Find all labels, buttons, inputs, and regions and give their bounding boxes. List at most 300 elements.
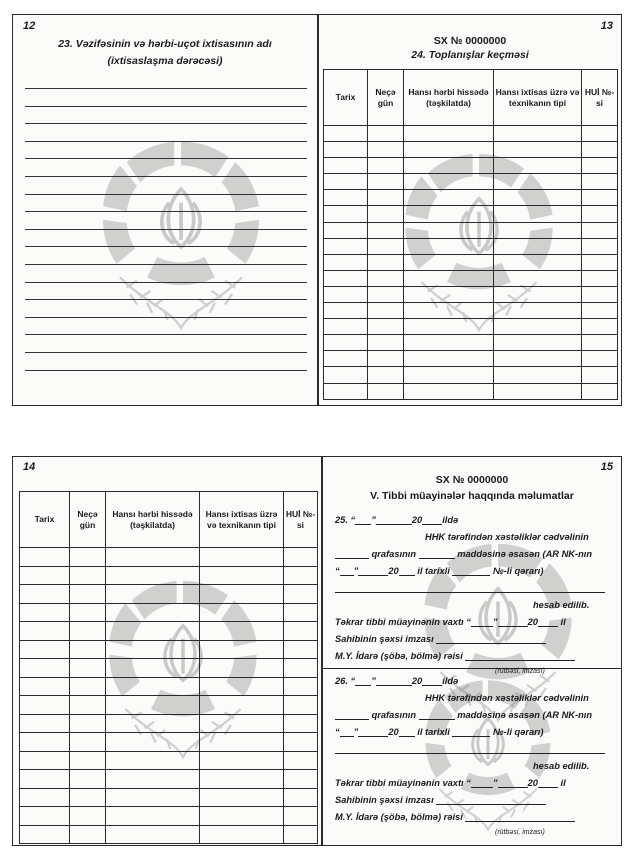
table-cell[interactable] [494, 303, 582, 319]
medical-entry-26 [335, 676, 615, 836]
table-cell[interactable] [368, 383, 404, 399]
ruled-line [25, 158, 307, 159]
table-cell[interactable] [404, 383, 494, 399]
col-header: Hansı hərbi hissədə (təşkilatda) [106, 492, 200, 548]
table-cell[interactable] [582, 270, 618, 286]
table-cell[interactable] [404, 254, 494, 270]
table-cell[interactable] [404, 206, 494, 222]
rank-caption: (rütbəsi, imzası) [495, 668, 545, 675]
table-cell[interactable] [494, 190, 582, 206]
table-cell[interactable] [368, 286, 404, 302]
ruled-line [25, 194, 307, 195]
table-cell[interactable] [404, 126, 494, 142]
table-row [20, 603, 318, 622]
entry-text: 25. [335, 515, 348, 525]
table-cell[interactable] [20, 566, 70, 585]
table-row [324, 158, 618, 174]
table-cell[interactable] [582, 303, 618, 319]
table-cell[interactable] [494, 158, 582, 174]
entry-text: “ [466, 617, 471, 627]
table-cell[interactable] [404, 351, 494, 367]
table-cell[interactable] [200, 770, 284, 789]
table-cell[interactable] [404, 222, 494, 238]
table-cell[interactable] [200, 566, 284, 585]
table-cell[interactable] [404, 335, 494, 351]
table-cell[interactable] [582, 286, 618, 302]
table-row [324, 367, 618, 383]
ruled-line [25, 299, 307, 300]
blank-field[interactable] [335, 583, 605, 593]
ruled-line [25, 123, 307, 124]
table-cell[interactable] [70, 714, 106, 733]
blank-field[interactable] [471, 778, 493, 788]
blank-field[interactable] [452, 727, 490, 737]
table-cell[interactable] [324, 254, 368, 270]
table-row [20, 770, 318, 789]
table-cell[interactable] [368, 190, 404, 206]
table-cell[interactable] [284, 770, 318, 789]
table-cell[interactable] [324, 351, 368, 367]
blank-field[interactable] [358, 566, 388, 576]
serial-number: SX № 0000000 [433, 35, 507, 47]
entry-line [335, 693, 615, 703]
rank-caption: (rütbəsi, imzası) [495, 829, 545, 836]
table-cell[interactable] [404, 270, 494, 286]
entry-text: maddəsinə əsasən (AR NK-nın [457, 710, 593, 720]
blank-field[interactable] [465, 651, 575, 661]
table-cell[interactable] [324, 383, 368, 399]
entry-text: ildə [442, 676, 459, 686]
blank-field[interactable] [335, 549, 369, 559]
table-cell[interactable] [582, 158, 618, 174]
table-cell[interactable] [20, 677, 70, 696]
entry-text: ildə [442, 515, 459, 525]
table-cell[interactable] [284, 603, 318, 622]
col-header: Tarix [324, 70, 368, 126]
table-cell[interactable] [70, 677, 106, 696]
table-cell[interactable] [284, 640, 318, 659]
table-cell[interactable] [582, 254, 618, 270]
table-cell[interactable] [284, 585, 318, 604]
table-cell[interactable] [106, 585, 200, 604]
table-cell[interactable] [582, 142, 618, 158]
table-cell[interactable] [70, 640, 106, 659]
table-cell[interactable] [106, 640, 200, 659]
table-cell[interactable] [404, 319, 494, 335]
entry-text: №-li qərarı) [493, 566, 544, 576]
table-cell[interactable] [20, 788, 70, 807]
table-cell[interactable] [324, 174, 368, 190]
table-cell[interactable] [70, 585, 106, 604]
table-row [324, 238, 618, 254]
blank-field[interactable] [498, 778, 528, 788]
page-13 [318, 14, 622, 406]
table-cell[interactable] [70, 696, 106, 715]
entry-text: M.Y. İdarə (şöbə, bölmə) rəisi [335, 812, 463, 822]
table-cell[interactable] [200, 603, 284, 622]
table-cell[interactable] [200, 733, 284, 752]
blank-field[interactable] [419, 710, 455, 720]
table-cell[interactable] [200, 807, 284, 826]
ruled-line [25, 211, 307, 212]
table-cell[interactable] [20, 733, 70, 752]
entry-text: qrafasının [371, 710, 417, 720]
entry-text: “ [350, 676, 356, 686]
table-row [20, 788, 318, 807]
table-cell[interactable] [20, 603, 70, 622]
table-cell[interactable] [324, 206, 368, 222]
table-cell[interactable] [70, 603, 106, 622]
table-cell[interactable] [404, 158, 494, 174]
table-cell[interactable] [582, 238, 618, 254]
table-cell[interactable] [494, 142, 582, 158]
table-cell[interactable] [200, 548, 284, 567]
table-row [324, 190, 618, 206]
entry-line [335, 583, 615, 593]
table-cell[interactable] [106, 825, 200, 844]
blank-field[interactable] [399, 727, 415, 737]
table-row [20, 566, 318, 585]
table-cell[interactable] [324, 335, 368, 351]
table-cell[interactable] [582, 335, 618, 351]
entry-text: ” [353, 566, 359, 576]
table-cell[interactable] [106, 770, 200, 789]
table-cell[interactable] [582, 351, 618, 367]
col-header: Hansı ixtisas üzrə və texnikanın tipi [200, 492, 284, 548]
entry-text: ” [492, 617, 498, 627]
table-cell[interactable] [368, 319, 404, 335]
table-cell[interactable] [404, 238, 494, 254]
entry-line [335, 665, 615, 675]
table-cell[interactable] [582, 222, 618, 238]
col-header: Hansı hərbi hissədə (təşkilatda) [404, 70, 494, 126]
table-cell[interactable] [70, 788, 106, 807]
table-cell[interactable] [368, 335, 404, 351]
table-cell[interactable] [324, 303, 368, 319]
table-cell[interactable] [200, 696, 284, 715]
table-cell[interactable] [106, 677, 200, 696]
section-23-title: 23. Vəzifəsinin və hərbi-uçot ixtisasının adı [58, 38, 272, 50]
table-cell[interactable] [494, 383, 582, 399]
entry-text: qrafasının [371, 549, 417, 559]
table-cell[interactable] [20, 751, 70, 770]
blank-field[interactable] [498, 617, 528, 627]
table-cell[interactable] [20, 622, 70, 641]
entry-text: 20 [388, 566, 399, 576]
ruled-line [25, 282, 307, 283]
table-cell[interactable] [582, 206, 618, 222]
page-number: 14 [23, 461, 36, 473]
blank-field[interactable] [436, 634, 546, 644]
table-cell[interactable] [106, 622, 200, 641]
table-cell[interactable] [200, 622, 284, 641]
entry-text: il tarixli [417, 727, 450, 737]
page-number: 12 [23, 20, 36, 32]
table-cell[interactable] [582, 126, 618, 142]
table-cell[interactable] [494, 174, 582, 190]
table-cell[interactable] [284, 677, 318, 696]
table-cell[interactable] [70, 807, 106, 826]
table-cell[interactable] [368, 142, 404, 158]
blank-field[interactable] [355, 676, 371, 686]
blank-field[interactable] [376, 515, 412, 525]
table-cell[interactable] [284, 696, 318, 715]
table-cell[interactable] [284, 751, 318, 770]
table-cell[interactable] [324, 158, 368, 174]
table-row [324, 286, 618, 302]
table-cell[interactable] [200, 677, 284, 696]
entry-text: 20 [411, 515, 423, 525]
table-cell[interactable] [20, 659, 70, 678]
blank-field[interactable] [422, 676, 442, 686]
table-cell[interactable] [582, 383, 618, 399]
ruled-line [25, 106, 307, 107]
table-cell[interactable] [20, 696, 70, 715]
table-row [324, 351, 618, 367]
blank-field[interactable] [422, 515, 442, 525]
entry-text: hesab edilib. [533, 600, 590, 610]
entry-text: №-li qərarı) [493, 727, 544, 737]
entry-line [335, 761, 615, 771]
entry-text: il [560, 778, 566, 788]
table-cell[interactable] [20, 714, 70, 733]
table-cell[interactable] [284, 733, 318, 752]
table-cell[interactable] [582, 190, 618, 206]
table-cell[interactable] [404, 174, 494, 190]
blank-field[interactable] [419, 549, 455, 559]
table-cell[interactable] [70, 770, 106, 789]
entry-text: hesab edilib. [533, 761, 590, 771]
table-cell[interactable] [200, 714, 284, 733]
ruled-line [25, 229, 307, 230]
entry-line [335, 617, 615, 627]
assemblies-table [19, 491, 318, 844]
table-cell[interactable] [404, 286, 494, 302]
table-cell[interactable] [284, 807, 318, 826]
table-cell[interactable] [70, 751, 106, 770]
entry-text: ” [353, 727, 359, 737]
table-cell[interactable] [494, 319, 582, 335]
entry-text: Sahibinin şəxsi imzası [335, 795, 434, 805]
table-cell[interactable] [324, 222, 368, 238]
col-header: Tarix [20, 492, 70, 548]
table-cell[interactable] [70, 566, 106, 585]
blank-field[interactable] [538, 617, 558, 627]
table-cell[interactable] [106, 603, 200, 622]
table-cell[interactable] [324, 270, 368, 286]
blank-field[interactable] [340, 727, 354, 737]
table-row [20, 825, 318, 844]
table-cell[interactable] [494, 270, 582, 286]
table-row [20, 548, 318, 567]
ruled-line [25, 317, 307, 318]
entry-text: 26. [335, 676, 348, 686]
table-cell[interactable] [200, 751, 284, 770]
serial-number: SX № 0000000 [435, 474, 509, 486]
table-cell[interactable] [106, 788, 200, 807]
table-cell[interactable] [368, 206, 404, 222]
entry-text: 20 [388, 727, 399, 737]
table-cell[interactable] [404, 367, 494, 383]
table-cell[interactable] [404, 142, 494, 158]
entry-text: ” [371, 676, 376, 686]
blank-field[interactable] [471, 617, 493, 627]
ruled-line [25, 246, 307, 247]
table-cell[interactable] [20, 807, 70, 826]
table-cell[interactable] [368, 303, 404, 319]
table-cell[interactable] [494, 367, 582, 383]
table-cell[interactable] [70, 659, 106, 678]
blank-field[interactable] [452, 566, 490, 576]
table-cell[interactable] [368, 158, 404, 174]
table-cell[interactable] [284, 714, 318, 733]
page-12 [12, 14, 318, 406]
entry-text: maddəsinə əsasən (AR NK-nın [457, 549, 593, 559]
table-cell[interactable] [494, 126, 582, 142]
entry-text: “ [335, 727, 340, 737]
ruled-line [25, 334, 307, 335]
entry-text: Təkrar tibbi müayinənin vaxtı [335, 778, 464, 788]
table-cell[interactable] [284, 566, 318, 585]
page-number: 13 [600, 20, 613, 32]
table-cell[interactable] [20, 585, 70, 604]
table-cell[interactable] [106, 714, 200, 733]
table-row [20, 659, 318, 678]
table-cell[interactable] [494, 286, 582, 302]
table-cell[interactable] [368, 254, 404, 270]
table-row [20, 640, 318, 659]
table-cell[interactable] [106, 659, 200, 678]
table-cell[interactable] [200, 788, 284, 807]
blank-field[interactable] [340, 566, 354, 576]
table-cell[interactable] [200, 659, 284, 678]
table-cell[interactable] [200, 640, 284, 659]
blank-field[interactable] [358, 727, 388, 737]
table-cell[interactable] [106, 548, 200, 567]
section-24-title: 24. Toplanışlar keçməsi [411, 49, 529, 61]
table-row [20, 585, 318, 604]
section-v-title: V. Tibbi müayinələr haqqında məlumatlar [370, 490, 574, 502]
table-cell[interactable] [582, 174, 618, 190]
table-cell[interactable] [494, 351, 582, 367]
table-cell[interactable] [284, 825, 318, 844]
table-cell[interactable] [70, 825, 106, 844]
assemblies-table [323, 69, 618, 400]
table-cell[interactable] [494, 206, 582, 222]
table-cell[interactable] [70, 622, 106, 641]
ruled-line [25, 352, 307, 353]
entry-text: HHK tərəfindən xəstəliklər cədvəlinin [425, 693, 589, 703]
table-cell[interactable] [368, 174, 404, 190]
entry-line [335, 532, 615, 542]
blank-field[interactable] [399, 566, 415, 576]
blank-field[interactable] [335, 710, 369, 720]
table-cell[interactable] [582, 367, 618, 383]
entry-line [335, 634, 615, 644]
table-cell[interactable] [324, 126, 368, 142]
entry-text: M.Y. İdarə (şöbə, bölmə) rəisi [335, 651, 463, 661]
entry-divider [323, 668, 621, 669]
table-cell[interactable] [404, 190, 494, 206]
table-cell[interactable] [70, 733, 106, 752]
entry-line [335, 812, 615, 822]
entry-text: 20 [527, 778, 538, 788]
table-cell[interactable] [20, 548, 70, 567]
table-cell[interactable] [20, 770, 70, 789]
table-cell[interactable] [106, 566, 200, 585]
table-cell[interactable] [404, 303, 494, 319]
table-row [324, 319, 618, 335]
table-cell[interactable] [284, 788, 318, 807]
table-cell[interactable] [106, 733, 200, 752]
table-row [20, 751, 318, 770]
table-cell[interactable] [494, 254, 582, 270]
entry-text: “ [335, 566, 340, 576]
page-15 [322, 456, 622, 846]
table-cell[interactable] [200, 585, 284, 604]
table-cell[interactable] [494, 238, 582, 254]
table-cell[interactable] [368, 126, 404, 142]
table-cell[interactable] [284, 622, 318, 641]
emblem-watermark-icon [96, 135, 266, 335]
table-cell[interactable] [324, 190, 368, 206]
page-14 [12, 456, 322, 846]
blank-field[interactable] [376, 676, 412, 686]
table-cell[interactable] [106, 807, 200, 826]
col-header: HUİ №-si [284, 492, 318, 548]
col-header: Neçə gün [368, 70, 404, 126]
table-cell[interactable] [324, 367, 368, 383]
col-header: Neçə gün [70, 492, 106, 548]
blank-field[interactable] [355, 515, 371, 525]
blank-field[interactable] [465, 812, 575, 822]
ruled-line [25, 176, 307, 177]
table-cell[interactable] [368, 222, 404, 238]
ruled-line [25, 264, 307, 265]
table-cell[interactable] [20, 640, 70, 659]
table-cell[interactable] [494, 222, 582, 238]
table-cell[interactable] [368, 238, 404, 254]
table-cell[interactable] [284, 548, 318, 567]
table-cell[interactable] [20, 825, 70, 844]
table-cell[interactable] [324, 319, 368, 335]
entry-line [335, 727, 615, 737]
entry-line [335, 710, 615, 720]
table-cell[interactable] [284, 659, 318, 678]
blank-field[interactable] [335, 744, 605, 754]
table-cell[interactable] [368, 270, 404, 286]
table-row [324, 142, 618, 158]
table-row [20, 807, 318, 826]
table-row [20, 714, 318, 733]
table-cell[interactable] [70, 548, 106, 567]
blank-field[interactable] [538, 778, 558, 788]
table-cell[interactable] [324, 142, 368, 158]
entry-line [335, 515, 615, 525]
table-row [324, 383, 618, 399]
table-cell[interactable] [324, 238, 368, 254]
table-cell[interactable] [368, 351, 404, 367]
table-cell[interactable] [582, 319, 618, 335]
table-cell[interactable] [324, 286, 368, 302]
table-cell[interactable] [106, 696, 200, 715]
table-cell[interactable] [106, 751, 200, 770]
table-cell[interactable] [200, 825, 284, 844]
table-cell[interactable] [494, 335, 582, 351]
entry-line [335, 795, 615, 805]
table-cell[interactable] [368, 367, 404, 383]
blank-field[interactable] [436, 795, 546, 805]
